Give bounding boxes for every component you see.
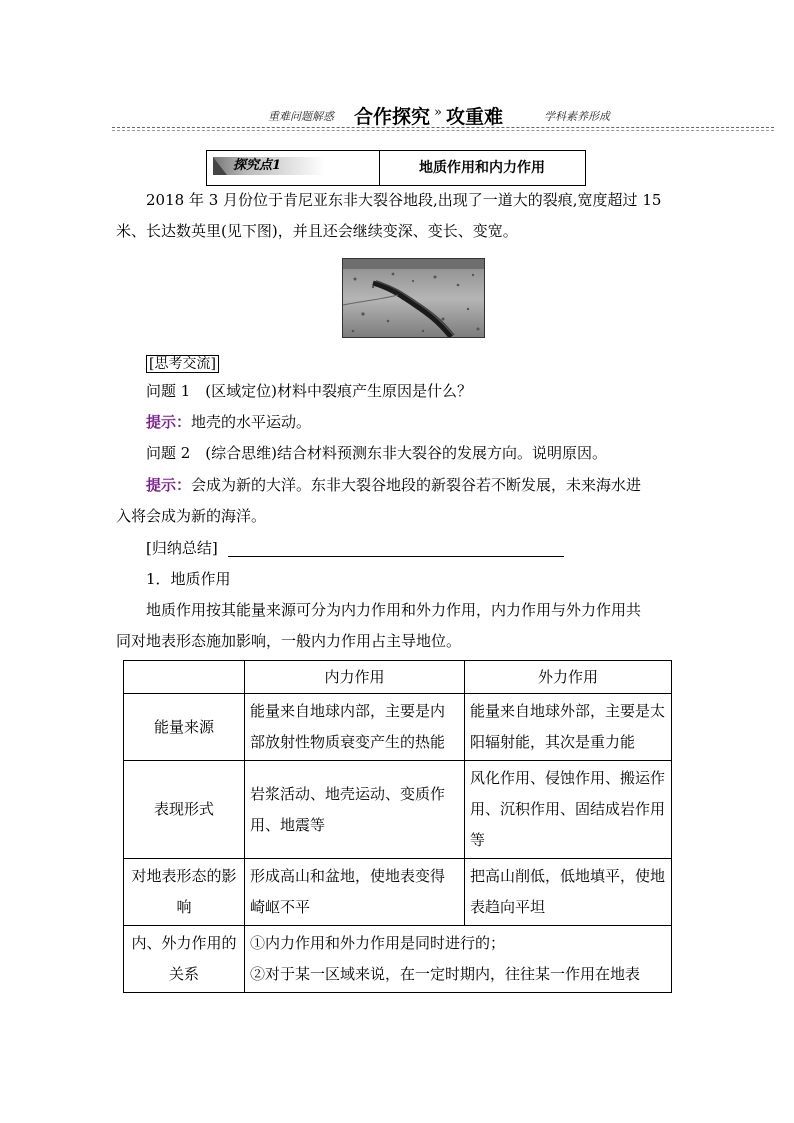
header-right-text: 学科素养形成: [544, 110, 610, 123]
table-row: [124, 859, 672, 926]
table-cell: 把高山削低，低地填平，使地表趋向平坦: [465, 859, 672, 926]
topic-label-cell: [207, 151, 380, 185]
table-row: [124, 761, 672, 859]
row-label: 对地表形态的影响: [124, 859, 245, 926]
question-2: 问题 2 (综合思维)结合材料预测东非大裂谷的发展方向。说明原因。: [146, 444, 608, 462]
table-cell: 能量来自地球外部，主要是太阳辐射能，其次是重力能: [465, 694, 672, 761]
rift-photo: [342, 258, 485, 338]
table-header-cell: 内力作用: [245, 661, 465, 694]
table-row: [124, 926, 672, 993]
table-cell: 形成高山和盆地，使地表变得崎岖不平: [245, 859, 465, 926]
hint-label-2: 提示：: [146, 476, 192, 494]
section-header: [268, 100, 668, 128]
geologic-process-table: [123, 660, 672, 993]
header-title-part2: 攻重难: [446, 106, 504, 128]
table-cell: 能量来自地球内部，主要是内部放射性物质衰变产生的热能: [245, 694, 465, 761]
summary-para-line1: 地质作用按其能量来源可分为内力作用和外力作用，内力作用与外力作用共: [146, 601, 642, 619]
summary-label: [归纳总结]: [146, 539, 218, 557]
row-label: 内、外力作用的关系: [124, 926, 245, 993]
table-cell: 风化作用、侵蚀作用、搬运作用、沉积作用、固结成岩作用等: [465, 761, 672, 859]
intro-paragraph: 2018 年 3 月份位于肯尼亚东非大裂谷地段,出现了一道大的裂痕,宽度超过 15 米、长达数英里(见下图)，并且还会继续变深、变长、变宽。: [116, 191, 662, 240]
answer-1-text: 地壳的水平运动。: [191, 413, 312, 431]
summary-para-line2: 同对地表形态施加影响，一般内力作用占主导地位。: [116, 632, 462, 650]
header-divider: [112, 127, 774, 128]
row-label: 表现形式: [124, 761, 245, 859]
relation-line-2: ②对于某一区域来说，在一定时期内，往往某一作用在地表: [250, 965, 641, 983]
table-header-row: [124, 661, 672, 694]
topic-label: 探究点1: [233, 158, 282, 173]
answer-2: [146, 475, 641, 495]
table-header-cell: 外力作用: [465, 661, 672, 694]
hint-label: 提示：: [146, 413, 192, 431]
answer-2-continued: 入将会成为新的海洋。: [116, 507, 267, 525]
header-divider-2: [112, 130, 774, 131]
header-title-part1: 合作探究: [354, 106, 431, 128]
row-label: 能量来源: [124, 694, 245, 761]
answer-2-line1: 会成为新的大洋。东非大裂谷地段的新裂谷若不断发展，未来海水进: [191, 476, 642, 494]
summary-heading: 1．地质作用: [146, 570, 231, 588]
table-row: [124, 694, 672, 761]
summary-underline: [228, 556, 564, 557]
answer-1: [146, 412, 311, 432]
topic-title: 地质作用和内力作用: [419, 160, 545, 176]
table-cell: 岩浆活动、地壳运动、变质作用、地震等: [245, 761, 465, 859]
table-header-cell: [124, 661, 245, 694]
question-1: 问题 1 (区域定位)材料中裂痕产生原因是什么？: [146, 382, 473, 400]
relation-cell: [245, 926, 672, 993]
topic-tab-notch: [213, 157, 227, 175]
relation-line-1: ①内力作用和外力作用是同时进行的；: [250, 934, 506, 952]
header-arrow-icon: »: [434, 105, 442, 120]
topic-box: [206, 150, 586, 186]
discussion-label: [思考交流]: [146, 355, 219, 373]
header-left-text: 重难问题解惑: [268, 110, 334, 123]
